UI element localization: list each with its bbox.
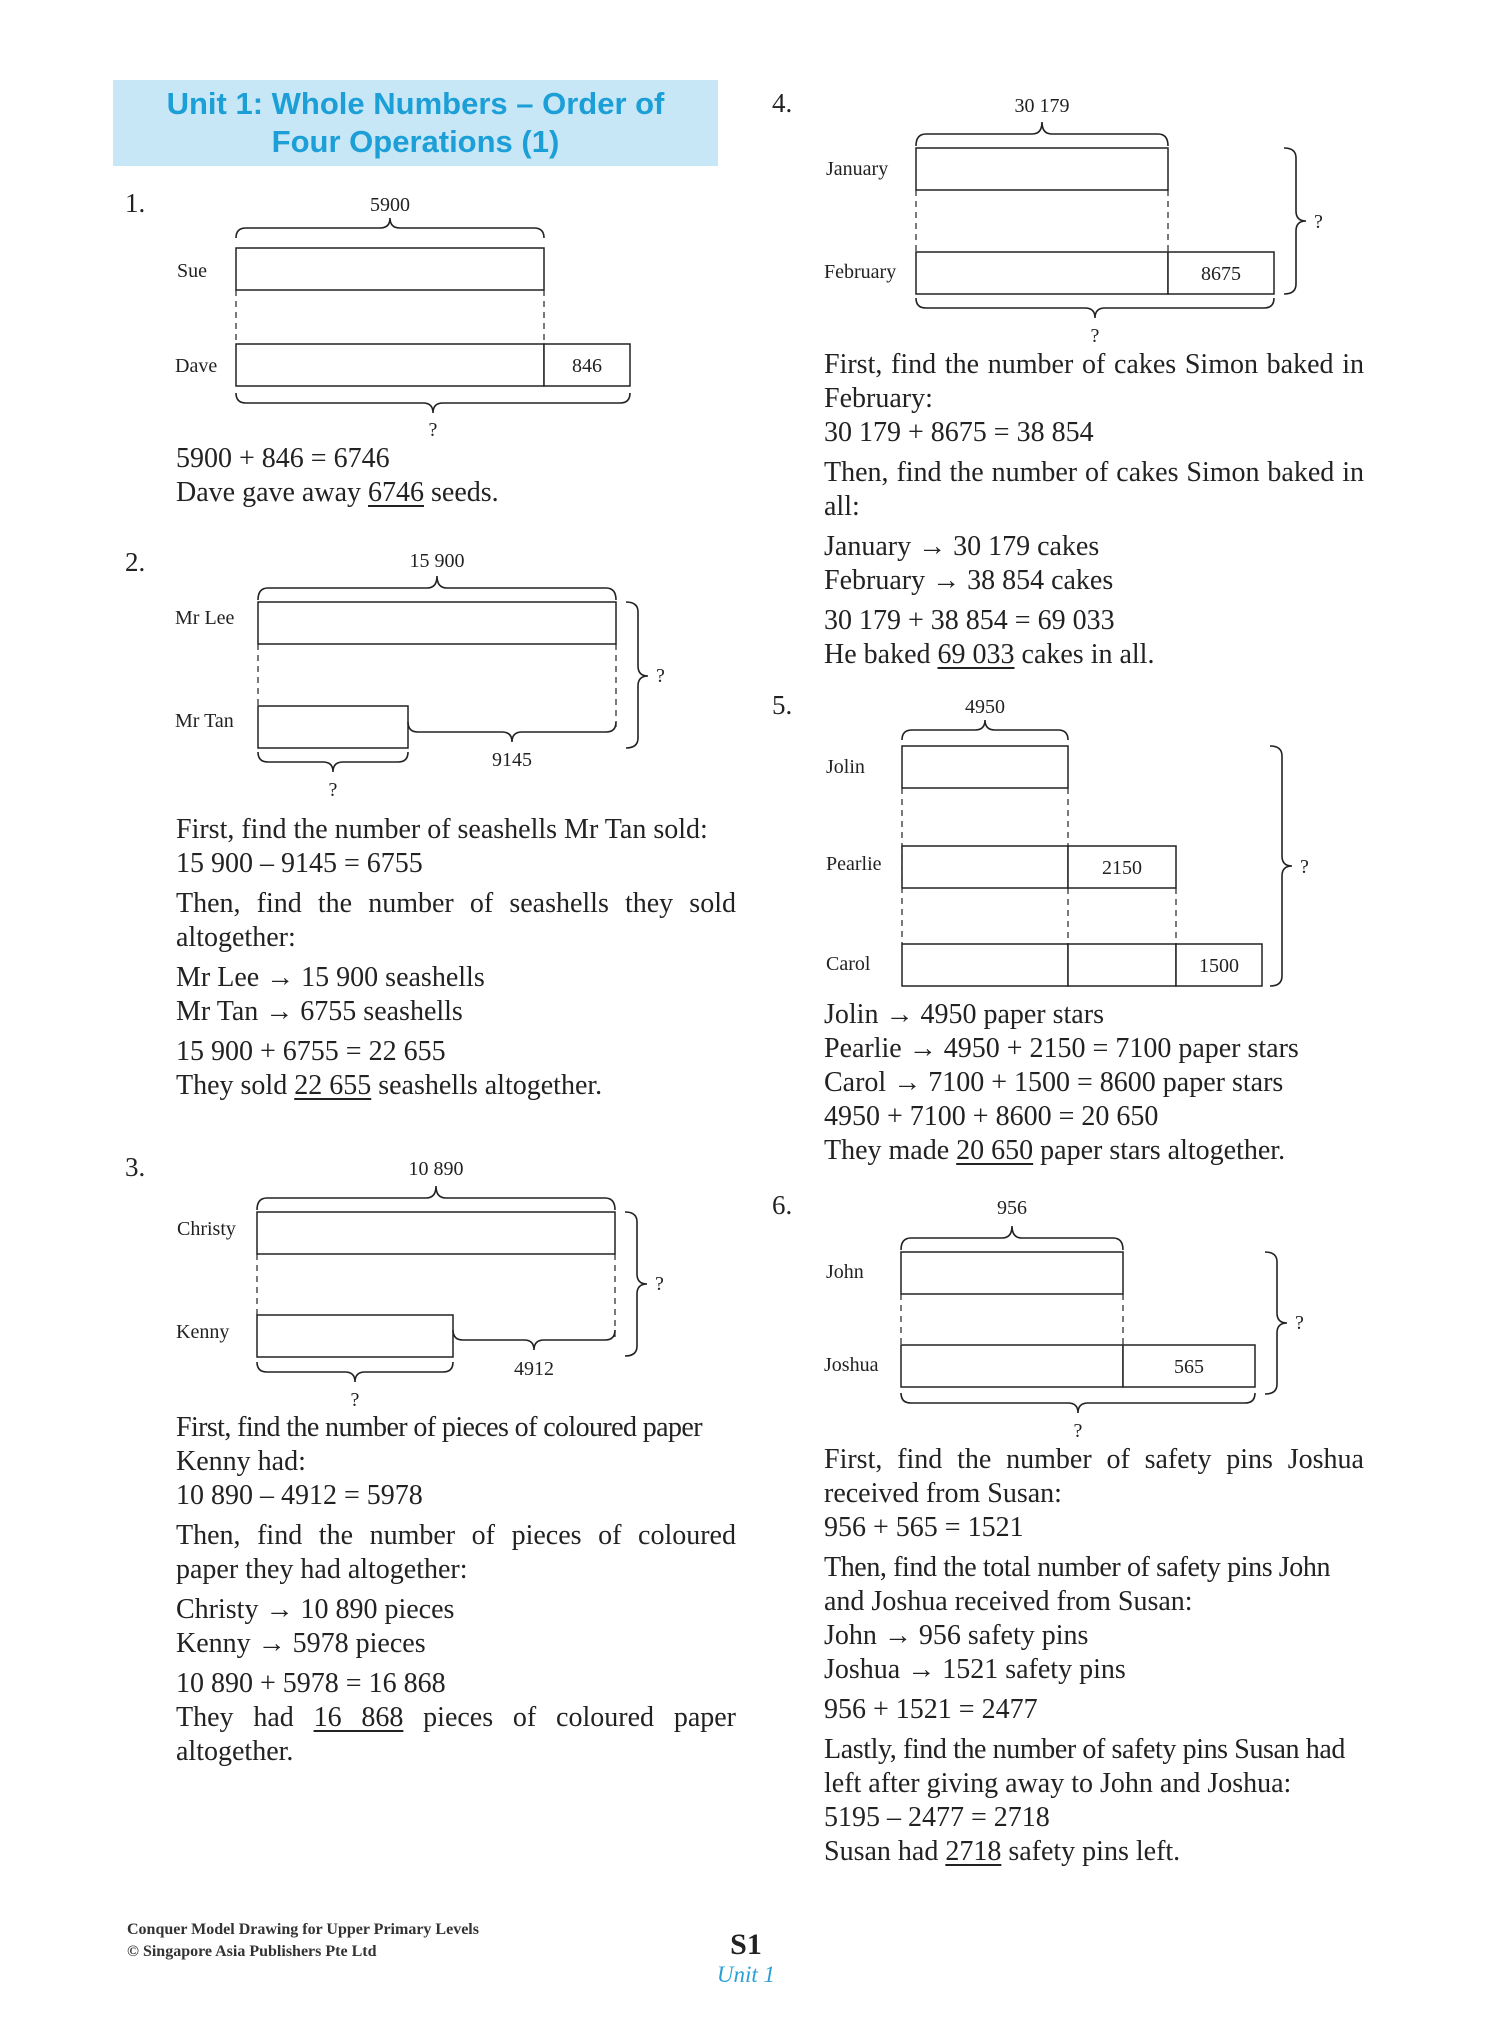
q5-answer: They made 20 650 paper stars altogether. bbox=[824, 1135, 1286, 1166]
q4-model-diagram bbox=[820, 88, 1340, 347]
q1-number: 1. bbox=[125, 188, 146, 218]
q2-number: 2. bbox=[125, 547, 146, 577]
q3-total-calc: 10 890 + 5978 = 16 868 bbox=[176, 1668, 446, 1699]
q5-row3-label: Carol bbox=[826, 953, 871, 975]
q2-mr-lee-bar bbox=[258, 602, 616, 644]
q2-step1-calc: 15 900 – 9145 = 6755 bbox=[176, 848, 423, 879]
q4-step1-line1: First, find the number of cakes Simon baked in bbox=[824, 349, 1364, 380]
q3-row2-label: Kenny bbox=[176, 1321, 230, 1343]
unit-title bbox=[113, 80, 718, 166]
q5-extra1-label: 2150 bbox=[1102, 857, 1142, 879]
q5-line-3: Carol → 7100 + 1500 = 8600 paper stars bbox=[824, 1067, 1284, 1098]
q4-answer: He baked 69 033 cakes in all. bbox=[824, 639, 1155, 670]
q1-row2-label: Dave bbox=[175, 355, 218, 377]
q6-bottom-brace bbox=[901, 1393, 1255, 1413]
q5-model-diagram bbox=[820, 690, 1340, 990]
q3-working bbox=[176, 1411, 736, 1769]
q4-row1-label: January bbox=[826, 158, 889, 180]
q6-step1-line2: received from Susan: bbox=[824, 1478, 1062, 1509]
q6-step1-line1: First, find the number of safety pins Joshua bbox=[824, 1444, 1364, 1475]
q5-top-label: 4950 bbox=[965, 696, 1005, 718]
q6-working bbox=[824, 1443, 1364, 1869]
q3-bottom-label: ? bbox=[350, 1389, 360, 1411]
q3-model-diagram bbox=[160, 1150, 680, 1415]
q5-extra2-label: 1500 bbox=[1199, 955, 1239, 977]
q6-step3-calc: 5195 – 2477 = 2718 bbox=[824, 1802, 1050, 1833]
q2-side-label: ? bbox=[656, 665, 665, 687]
q1-top-brace bbox=[236, 218, 544, 238]
q2-list-item-2: Mr Tan → 6755 seashells bbox=[176, 996, 463, 1027]
q3-answer: They had 16 868 pieces of coloured paper bbox=[176, 1702, 737, 1733]
q3-list-item-1: Christy → 10 890 pieces bbox=[176, 1594, 455, 1625]
q1-bottom-brace bbox=[236, 393, 630, 413]
q1-working bbox=[176, 442, 736, 510]
q2-step1-line1: First, find the number of seashells Mr Tan sold: bbox=[176, 814, 708, 845]
q6-number: 6. bbox=[772, 1190, 793, 1220]
q3-row1-label: Christy bbox=[177, 1218, 236, 1240]
q5-number: 5. bbox=[772, 690, 793, 720]
q6-extra-label: 565 bbox=[1174, 1356, 1204, 1378]
q4-row2-label: February bbox=[824, 261, 897, 283]
q3-side-label: ? bbox=[655, 1273, 664, 1295]
q6-side-brace bbox=[1265, 1252, 1287, 1394]
q2-row2-label: Mr Tan bbox=[175, 710, 234, 732]
q2-top-label: 15 900 bbox=[409, 550, 465, 572]
q1-top-label: 5900 bbox=[370, 194, 410, 216]
q2-side-brace bbox=[626, 602, 648, 748]
page-number: S1 bbox=[730, 1928, 762, 1961]
q4-bottom-label: ? bbox=[1090, 325, 1100, 347]
q1-answer-value: 6746 bbox=[368, 477, 425, 508]
q3-step2-line1: Then, find the number of pieces of coloured bbox=[176, 1520, 736, 1551]
q5-working bbox=[824, 998, 1364, 1168]
q5-answer-value: 20 650 bbox=[956, 1135, 1034, 1166]
q3-step2-line2: paper they had altogether: bbox=[176, 1554, 468, 1585]
unit-title-line-1: Unit 1: Whole Numbers – Order of bbox=[166, 86, 665, 121]
q3-step1-line2: Kenny had: bbox=[176, 1446, 306, 1477]
q5-row1-label: Jolin bbox=[826, 756, 865, 778]
q4-answer-value: 69 033 bbox=[937, 639, 1015, 670]
footer-copyright: © Singapore Asia Publishers Pte Ltd bbox=[127, 1943, 377, 1960]
q3-diff-label: 4912 bbox=[514, 1358, 554, 1380]
q1-sue-bar bbox=[236, 248, 544, 290]
q4-list-item-2: February → 38 854 cakes bbox=[824, 565, 1114, 596]
q5-row2-label: Pearlie bbox=[826, 853, 882, 875]
q2-mr-tan-bar bbox=[258, 706, 408, 748]
unit-title-line-2: Four Operations (1) bbox=[271, 124, 560, 159]
q3-number: 3. bbox=[125, 1152, 146, 1182]
q3-top-label: 10 890 bbox=[408, 1158, 464, 1180]
q5-side-brace bbox=[1270, 746, 1292, 986]
q3-diff-brace bbox=[453, 1330, 615, 1350]
q6-joshua-bar bbox=[901, 1345, 1123, 1387]
q3-kenny-bar bbox=[257, 1315, 453, 1357]
q4-january-bar bbox=[916, 148, 1168, 190]
footer-credits bbox=[127, 1919, 479, 1963]
q4-list-item-1: January → 30 179 cakes bbox=[824, 531, 1100, 562]
footer-book-title: Conquer Model Drawing for Upper Primary Levels bbox=[127, 1921, 479, 1938]
q6-step3-line2: left after giving away to John and Joshua: bbox=[824, 1768, 1292, 1799]
q2-step2-line2: altogether: bbox=[176, 922, 296, 953]
q3-step1-calc: 10 890 – 4912 = 5978 bbox=[176, 1480, 423, 1511]
q2-list-item-1: Mr Lee → 15 900 seashells bbox=[176, 962, 485, 993]
q6-list-item-1: John → 956 safety pins bbox=[824, 1620, 1089, 1651]
q6-step2-line2: and Joshua received from Susan: bbox=[824, 1586, 1193, 1617]
q3-top-brace bbox=[257, 1186, 615, 1210]
q3-list-item-2: Kenny → 5978 pieces bbox=[176, 1628, 426, 1659]
q1-calc: 5900 + 846 = 6746 bbox=[176, 443, 390, 474]
q6-bottom-label: ? bbox=[1073, 1420, 1083, 1442]
q1-row1-label: Sue bbox=[177, 260, 207, 282]
q4-total-calc: 30 179 + 38 854 = 69 033 bbox=[824, 605, 1115, 636]
q1-answer: Dave gave away 6746 seeds. bbox=[176, 477, 499, 508]
q6-john-bar bbox=[901, 1252, 1123, 1294]
q3-christy-bar bbox=[257, 1212, 615, 1254]
q4-working bbox=[824, 348, 1364, 672]
q4-extra-label: 8675 bbox=[1201, 263, 1241, 285]
q5-carol-bar-2 bbox=[1068, 944, 1176, 986]
q4-number: 4. bbox=[772, 88, 793, 118]
q2-total-calc: 15 900 + 6755 = 22 655 bbox=[176, 1036, 446, 1067]
q4-step1-calc: 30 179 + 8675 = 38 854 bbox=[824, 417, 1094, 448]
q2-answer-value: 22 655 bbox=[294, 1070, 372, 1101]
q6-model-diagram bbox=[820, 1190, 1340, 1450]
q1-extra-label: 846 bbox=[572, 355, 602, 377]
page-number-block bbox=[700, 1928, 792, 1988]
q1-model-diagram bbox=[160, 188, 680, 448]
q6-step3-line1: Lastly, find the number of safety pins Susan had bbox=[824, 1734, 1345, 1765]
q2-answer: They sold 22 655 seashells altogether. bbox=[176, 1070, 603, 1101]
q4-step2-line1: Then, find the number of cakes Simon baked in bbox=[824, 457, 1364, 488]
q4-february-bar bbox=[916, 252, 1168, 294]
page-unit-label: Unit 1 bbox=[716, 1962, 776, 1987]
q4-step1-line2: February: bbox=[824, 383, 933, 414]
q2-step2-line1: Then, find the number of seashells they sold bbox=[176, 888, 736, 919]
q5-carol-bar-1 bbox=[902, 944, 1068, 986]
q6-top-label: 956 bbox=[997, 1197, 1027, 1219]
q1-bottom-label: ? bbox=[428, 419, 438, 441]
q2-bottom-brace bbox=[258, 752, 408, 772]
q2-diff-brace bbox=[408, 722, 616, 742]
q2-bottom-label: ? bbox=[328, 779, 338, 801]
q2-diff-label: 9145 bbox=[492, 749, 532, 771]
q5-jolin-bar bbox=[902, 746, 1068, 788]
q6-step1-calc: 956 + 565 = 1521 bbox=[824, 1512, 1024, 1543]
q3-answer-value: 16 868 bbox=[313, 1702, 404, 1733]
q4-top-label: 30 179 bbox=[1014, 95, 1070, 117]
q3-side-brace bbox=[625, 1212, 647, 1356]
q4-side-label: ? bbox=[1314, 211, 1323, 233]
q4-step2-line2: all: bbox=[824, 491, 860, 522]
q2-working bbox=[176, 813, 736, 1103]
q4-top-brace bbox=[916, 122, 1168, 146]
q6-step2-line1: Then, find the total number of safety pins John bbox=[824, 1552, 1331, 1583]
q3-answer-line2: altogether. bbox=[176, 1736, 294, 1767]
q5-side-label: ? bbox=[1300, 856, 1309, 878]
q2-row1-label: Mr Lee bbox=[175, 607, 235, 629]
q6-row1-label: John bbox=[826, 1261, 864, 1283]
q1-dave-bar bbox=[236, 344, 544, 386]
q6-total-calc: 956 + 1521 = 2477 bbox=[824, 1694, 1038, 1725]
q5-line-2: Pearlie → 4950 + 2150 = 7100 paper stars bbox=[824, 1033, 1299, 1064]
q5-line-1: Jolin → 4950 paper stars bbox=[824, 999, 1104, 1030]
q6-side-label: ? bbox=[1295, 1312, 1304, 1334]
q6-answer-value: 2718 bbox=[945, 1836, 1002, 1867]
q6-list-item-2: Joshua → 1521 safety pins bbox=[824, 1654, 1126, 1685]
q3-bottom-brace bbox=[257, 1362, 453, 1382]
q2-top-brace bbox=[258, 576, 616, 600]
q5-top-brace bbox=[902, 720, 1068, 740]
q6-answer: Susan had 2718 safety pins left. bbox=[824, 1836, 1181, 1867]
q4-side-brace bbox=[1284, 148, 1306, 294]
q6-top-brace bbox=[901, 1226, 1123, 1250]
q2-model-diagram bbox=[160, 540, 680, 805]
q6-row2-label: Joshua bbox=[824, 1354, 879, 1376]
q3-step1-line1: First, find the number of pieces of coloured paper bbox=[176, 1412, 702, 1443]
q4-bottom-brace bbox=[916, 298, 1274, 318]
q5-line-4: 4950 + 7100 + 8600 = 20 650 bbox=[824, 1101, 1159, 1132]
q5-pearlie-bar bbox=[902, 846, 1068, 888]
